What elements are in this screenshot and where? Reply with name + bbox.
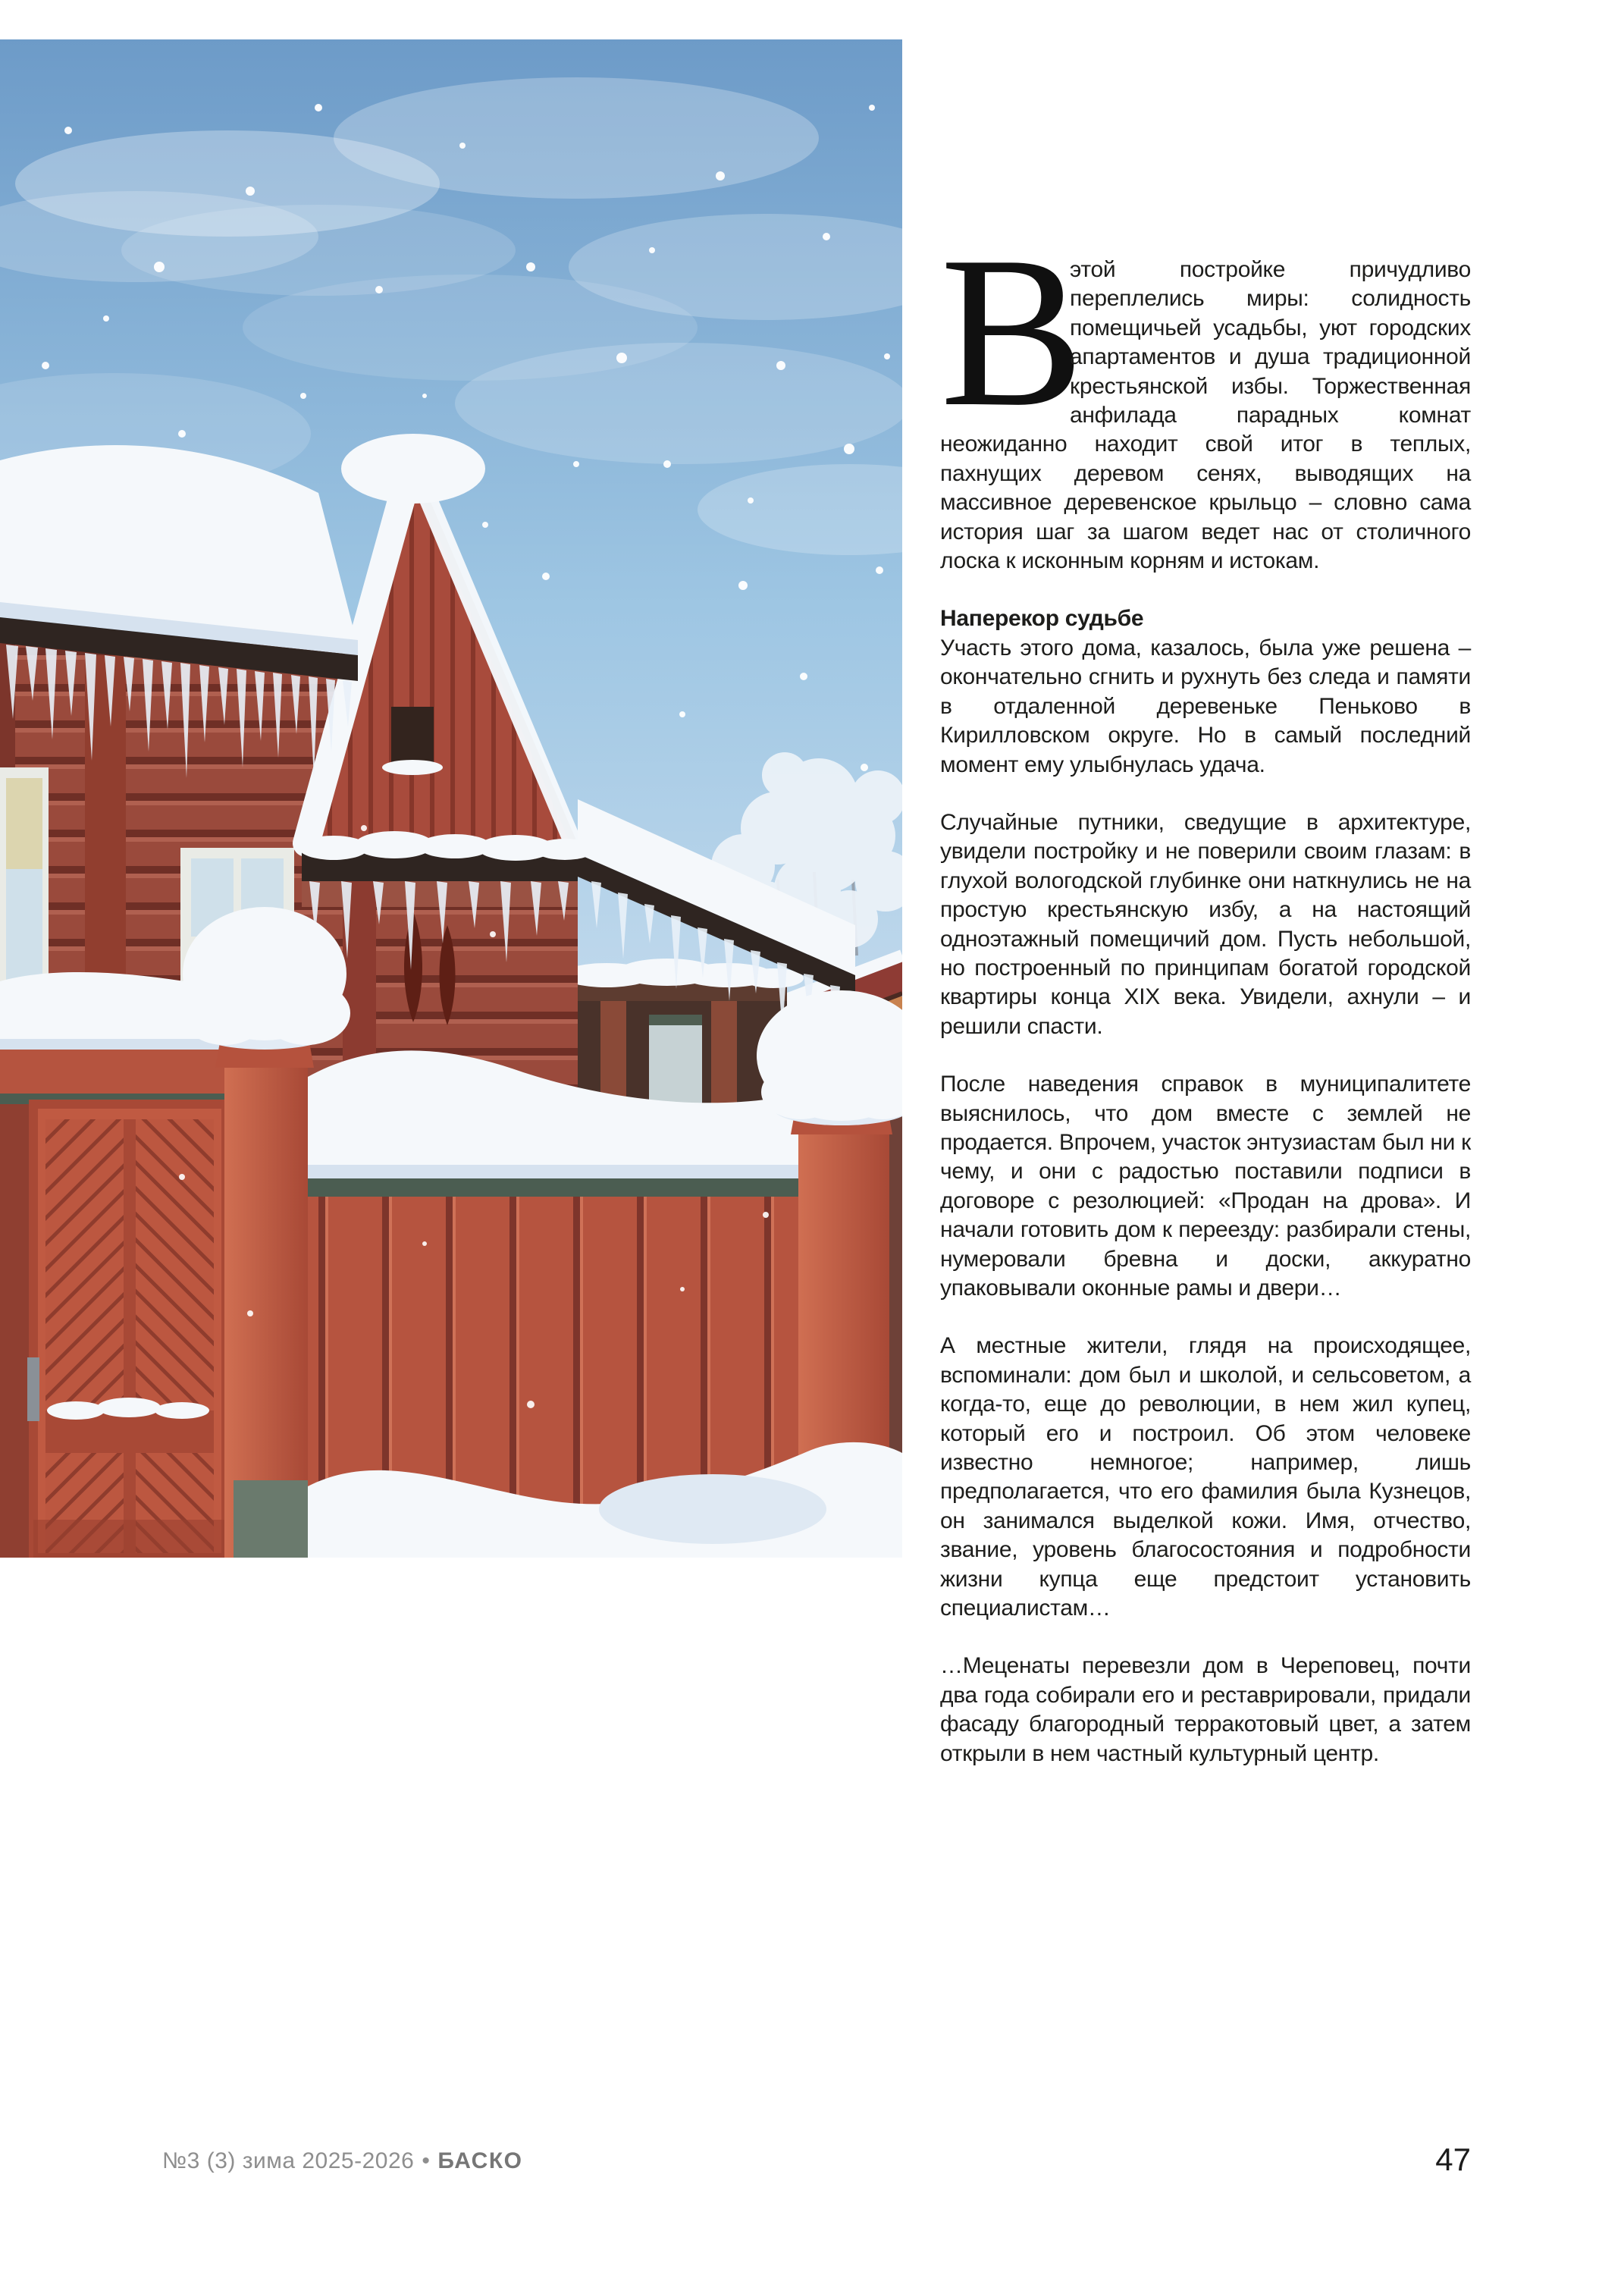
paragraph: Участь этого дома, казалось, была уже решена – окончательно сгнить и рухнуть без следа и памяти в отдаленной деревеньке Пеньково в Кирилловском округе. Но в самый последний момент ему улыбнулась удача. — [940, 635, 1471, 777]
dropcap-letter: В — [940, 212, 1085, 451]
window-left — [0, 767, 56, 1008]
paragraph-lead — [940, 212, 1471, 576]
page-number: 47 — [1435, 2142, 1471, 2177]
section-subheading: Наперекор судьбе — [940, 606, 1144, 632]
issue-label: №3 (3) зима 2025-2026 — [162, 2148, 415, 2173]
paragraph-text: этой постройке причудливо переплелись миры: солидность помещичьей усадьбы, уют городских апартаментов и душа традиционной крестьянской избы. Торжественная анфилада парадных комнат неожиданно находит свой итог в теплых, пахнущих деревом сенях, выводящих на массивное деревенское крыльцо – словно сама история шаг за шагом ведет нас от столичного лоска к исконным корням и истокам. — [940, 257, 1471, 574]
gable-vent — [391, 707, 434, 764]
paragraph: А местные жители, глядя на происходящее, вспоминали: дом был и школой, и сельсоветом, а когда-то, еще до революции, в нем жил купец, который его и построил. Об этом человеке известно немногое; например, лишь предполагается, что его фамилия была Кузнецов, он занимался выделкой кожи. Имя, отчество, звание, уровень благосостояния и подробности жизни купца еще предстоит установить специалистам… — [940, 1333, 1471, 1621]
photo-illustration — [0, 39, 902, 1558]
paragraph: Случайные путники, сведущие в архитектуре, увидели постройку и не поверили своим глазам: в глухой вологодской глубинке они наткнулись не на простую крестьянскую избу, а на настоящий одноэтажный помещичий дом. Пусть небольшой, но построенный по принципам богатой городской квартиры конца XIX века. Увидели, ахнули – и решили спасти. — [940, 809, 1471, 1039]
paragraph: …Меценаты перевезли дом в Череповец, почти два года собирали его и реставрировали, придали фасаду благородный терракотовый цвет, а затем открыли в нем частный культурный центр. — [940, 1653, 1471, 1766]
article-column — [940, 212, 1471, 1797]
brand-name: БАСКО — [437, 2148, 523, 2173]
gate-latch — [27, 1357, 39, 1421]
fence-panel — [308, 1050, 801, 1518]
footer-issue-info — [162, 2148, 523, 2174]
paragraph: После наведения справок в муниципалитете выяснилось, что дом вместе с землей не продается. Впрочем, участок энтузиастам был ни к чему, и они с радостью поставили подписи в договоре с резолюцией: «Продан на дрова». И начали готовить дом к переезду: разбирали стены, нумеровали бревна и доски, аккуратно упаковывали оконные рамы и двери… — [940, 1072, 1471, 1301]
gate — [0, 972, 226, 1558]
winter-house-photo — [0, 39, 902, 1558]
bullet-separator: • — [422, 2148, 431, 2173]
